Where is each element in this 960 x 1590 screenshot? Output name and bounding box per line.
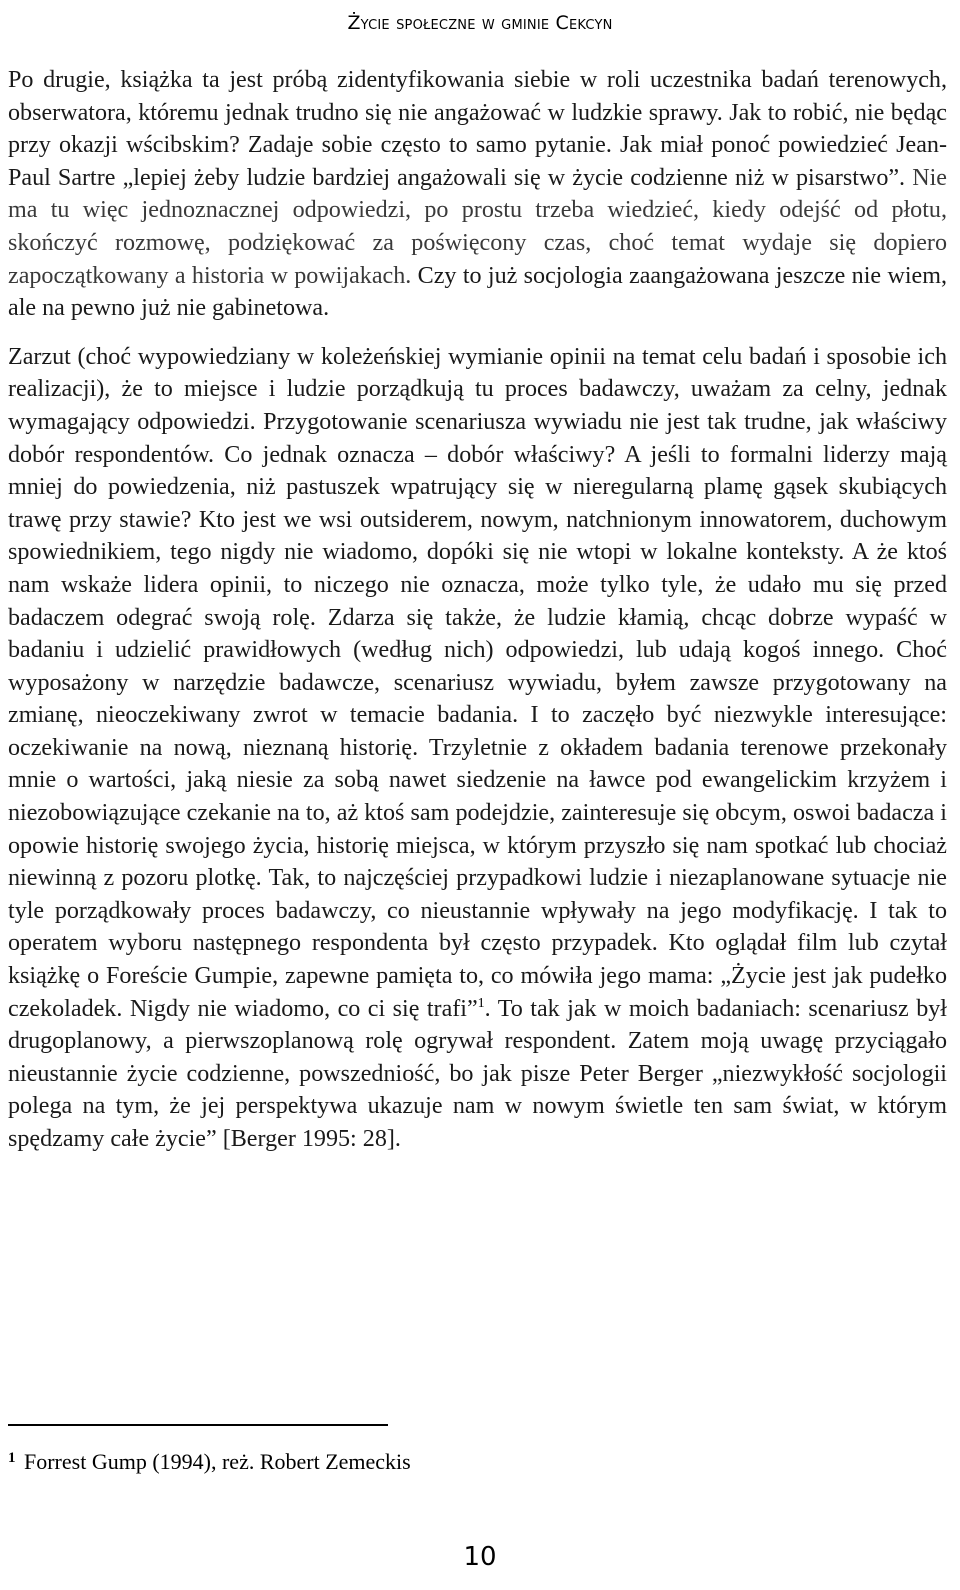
footnote-mark: 1 bbox=[8, 1450, 16, 1466]
paragraph-text: Po drugie, książka ta jest próbą zidentyfikowania siebie w roli uczestnika badań terenowych, obserwatora, któremu jednak trudno się nie angażować w ludzkie sprawy. Jak to robić, nie będąc przy okazji wścibskim? Zadaje sobie często to samo pytanie. Jak miał ponoć powiedzieć Jean-Paul Sartre „lepiej żeby ludzie bardziej angażowali się w życie codzienne niż w pisarstwo”. bbox=[8, 67, 947, 191]
page-number: 10 bbox=[463, 1542, 497, 1572]
paragraph bbox=[8, 64, 947, 325]
running-header bbox=[0, 12, 960, 34]
paragraph-text: Nie ma tu więc jednoznacznej odpowiedzi, po prostu trzeba wiedzieć, kiedy odejść od płotu, skończyć rozmowę, podziękować za poświęcony czas, choć temat wydaje się dopiero zapoczątkowany a historia w powijakach. bbox=[8, 164, 947, 289]
paragraph bbox=[8, 341, 947, 1156]
footnote-reference[interactable]: 1 bbox=[477, 995, 485, 1011]
paragraph-text: Zarzut (choć wypowiedziany w koleżeńskiej wymianie opinii na temat celu badań i sposobie ich realizacji), że to miejsce i ludzie porządkują tu proces badawczy, uważam za celny, jednak wymagający odpowiedzi. Przygotowanie scenariusza wywiadu nie jest tak trudne, jak właściwy dobór respondentów. Co jednak oznacza – dobór właściwy? A jeśli to formalni liderzy mają mniej do powiedzenia, niż pastuszek wpatrujący się w nieregularną plamę gąsek skubiących trawę przy stawie? Kto jest we wsi outsiderem, nowym, natchnionym innowatorem, duchowym spowiednikiem, tego nigdy nie wiadomo, dopóki się nie wtopi w lokalne konteksty. A że ktoś nam wskaże lidera opinii, to niczego nie oznacza, może tylko tyle, że udało mu się przed badaczem odegrać swoją rolę. Zdarza się także, że ludzie kłamią, chcąc dobrze wypaść w badaniu i udzielić prawidłowych (według nich) odpowiedzi, lub udają kogoś innego. Choć wyposażony w narzędzie badawcze, scenariusz wywiadu, byłem zawsze przygotowany na zmianę, nieoczekiwany zwrot w temacie badania. I to zaczęło być niezwykle interesujące: oczekiwanie na nową, nieznaną historię. Trzyletnie z okładem badania terenowe przekonały mnie o wartości, jaką niesie za sobą nawet siedzenie na ławce pod ewangelickim krzyżem i niezobowiązujące czekanie na to, aż ktoś sam podejdzie, zainteresuje się obcym, oswoi badacza i opowie historię swojego życia, historię miejsca, w którym przyszło się nam spotkać lub chociaż niewinną z pozoru plotkę. Tak, to najczęściej przypadkowi ludzie i niezaplanowane sytuacje nie tyle porządkowały proces badawczy, co nieustannie wpływały na jego modyfikację. I tak to operatem wyboru następnego respondenta był często przypadek. Kto oglądał film lub czytał książkę o Foreście Gumpie, zapewne pamięta to, co mówiła jego mama: „Życie jest jak pudełko czekoladek. Nigdy nie wiadomo, co ci się trafi” bbox=[8, 343, 947, 1022]
paragraph-text: Czy to już socjologia zaangażowana jeszcze nie wiem, ale na pewno już nie gabinetowa. bbox=[8, 262, 947, 322]
body-text bbox=[8, 64, 947, 1172]
footnote-text: Forrest Gump (1994), reż. Robert Zemeckis bbox=[24, 1449, 411, 1474]
running-header-title: Życie społeczne w gminie Cekcyn bbox=[347, 12, 613, 34]
paragraph-text: . To tak jak w moich badaniach: scenariusz był drugoplanowy, a pierwszoplanową rolę ogrywał respondent. Zatem moją uwagę przyciągało nieustannie życie codzienne, powszedniość, bo jak pisze Peter Berger „niezwykłość socjologii polega na tym, że jej perspektywa ukazuje nam w nowym świetle ten sam świat, w którym spędzamy całe życie” [Berger 1995: 28]. bbox=[8, 995, 947, 1152]
footnote-separator bbox=[8, 1424, 388, 1426]
footnote bbox=[8, 1444, 411, 1476]
